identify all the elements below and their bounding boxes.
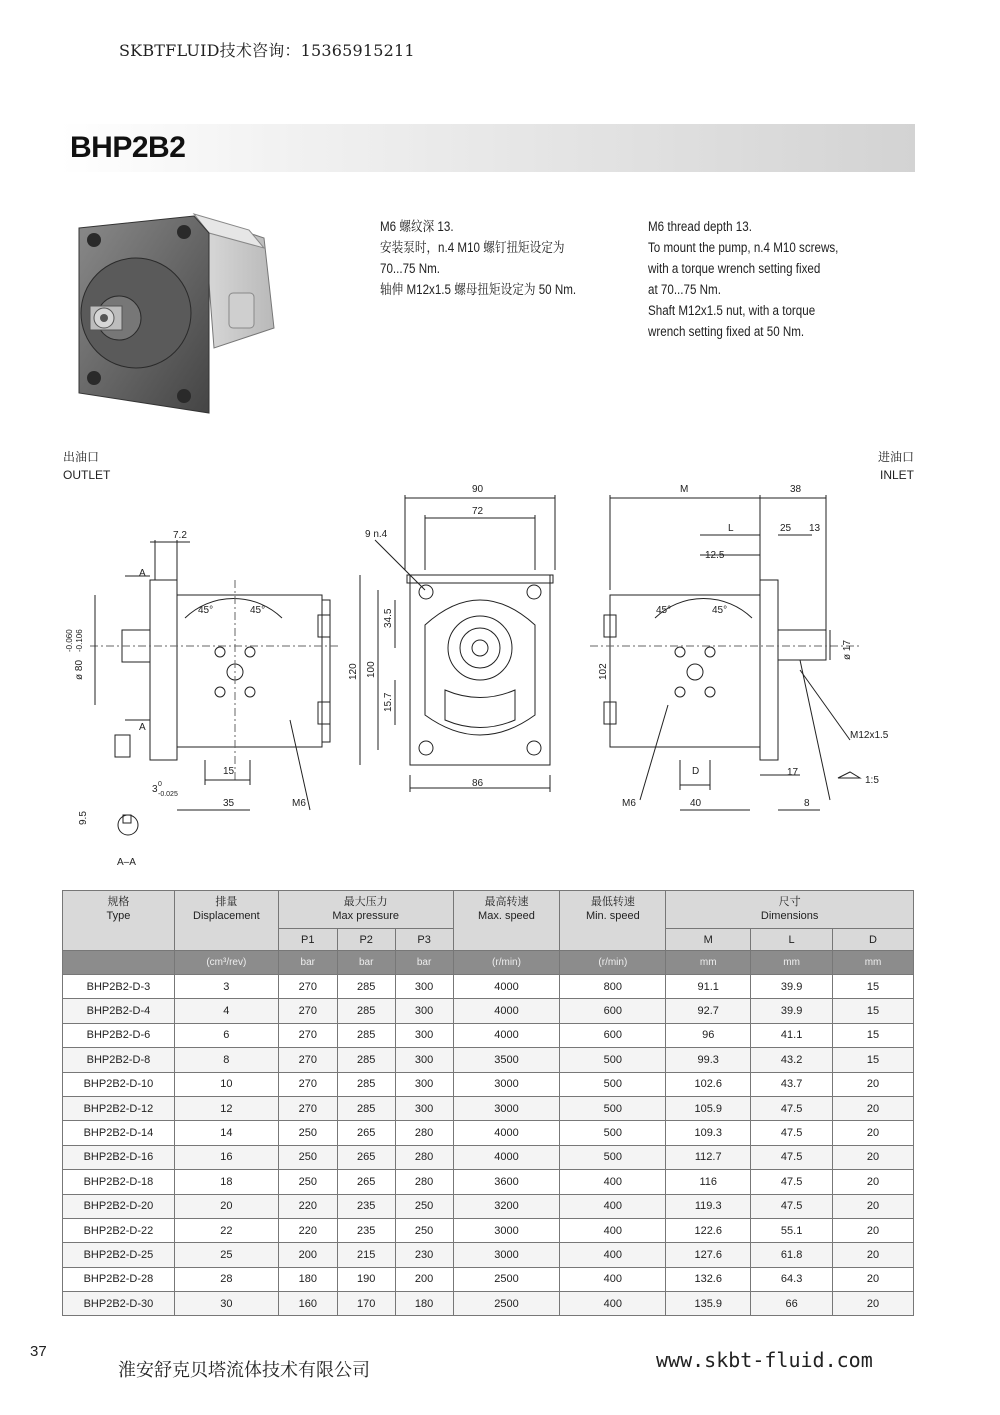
table-cell: BHP2B2-D-12 [63,1096,175,1120]
unit-cell: mm [666,951,751,975]
table-cell: 270 [278,1096,337,1120]
dim-25: 25 [780,523,792,534]
dim-d: D [692,766,700,777]
table-cell: 280 [395,1170,453,1194]
table-cell: 285 [337,1072,395,1096]
thread-m6: M6 [292,798,306,809]
table-cell: 3 [174,975,278,999]
table-row [63,1218,914,1242]
company-name: 淮安舒克贝塔流体技术有限公司 [118,1360,370,1381]
table-cell: 300 [395,999,453,1023]
inlet-cn: 进油口 [877,450,914,464]
col-p1: P1 [278,929,337,951]
table-cell: 200 [278,1243,337,1267]
table-cell: 235 [337,1194,395,1218]
col-max-pressure [278,891,453,929]
table-cell: 22 [174,1218,278,1242]
dim-90: 90 [472,484,484,495]
table-cell: 12 [174,1096,278,1120]
table-cell: 109.3 [666,1121,751,1145]
table-cell: 285 [337,1023,395,1047]
table-cell: 500 [560,1121,666,1145]
unit-cell: mm [833,951,914,975]
dim-17: 17 [787,767,799,778]
pump-photo [64,208,289,433]
table-cell: 127.6 [666,1243,751,1267]
table-cell: 270 [278,1048,337,1072]
table-cell: 500 [560,1072,666,1096]
col-d: D [833,929,914,951]
table-cell: 14 [174,1121,278,1145]
notes-chinese [380,216,576,300]
unit-cell: bar [337,951,395,975]
table-cell: 180 [395,1292,453,1316]
table-row [63,1267,914,1291]
table-cell: 285 [337,999,395,1023]
unit-cell: bar [395,951,453,975]
table-cell: 20 [833,1170,914,1194]
table-cell: 800 [560,975,666,999]
table-cell: 20 [833,1194,914,1218]
table-cell: 15 [833,1048,914,1072]
table-cell: 270 [278,975,337,999]
table-cell: 28 [174,1267,278,1291]
table-cell: 4000 [453,1145,560,1169]
note-line: 安装泵时，n.4 M10 螺钉扭矩设定为 [380,240,565,255]
table-cell: BHP2B2-D-25 [63,1243,175,1267]
table-cell: BHP2B2-D-6 [63,1023,175,1047]
table-cell: 47.5 [751,1121,833,1145]
table-cell: 4000 [453,1023,560,1047]
table-cell: BHP2B2-D-14 [63,1121,175,1145]
tol-dia80-b: -0.106 [75,629,84,652]
table-cell: 270 [278,1023,337,1047]
section-mark-a2: A [139,722,146,733]
table-row [63,1145,914,1169]
col-max-speed [453,891,560,951]
table-cell: 91.1 [666,975,751,999]
header-en: Dimensions [760,910,819,922]
table-cell: 400 [560,1218,666,1242]
table-row [63,1170,914,1194]
table-cell: 105.9 [666,1096,751,1120]
unit-cell [63,951,175,975]
table-cell: 20 [833,1218,914,1242]
dim-40: 40 [690,798,702,809]
table-cell: 400 [560,1170,666,1194]
thread-m6-right: M6 [622,798,636,809]
angle-label: 45° [198,605,214,616]
unit-cell: (r/min) [453,951,560,975]
table-cell: 160 [278,1292,337,1316]
header-en: Max. speed [478,910,535,922]
table-cell: 20 [833,1267,914,1291]
angle-label: 45° [712,605,728,616]
units-row [63,951,914,975]
table-cell: BHP2B2-D-16 [63,1145,175,1169]
table-cell: BHP2B2-D-3 [63,975,175,999]
title-bar [60,124,915,172]
dim-35: 35 [223,798,235,809]
table-cell: 300 [395,1096,453,1120]
table-cell: 500 [560,1048,666,1072]
table-cell: 265 [337,1170,395,1194]
table-cell: 10 [174,1072,278,1096]
table-cell: 99.3 [666,1048,751,1072]
table-cell: 3200 [453,1194,560,1218]
header-en: Max pressure [332,910,399,922]
table-cell: 220 [278,1194,337,1218]
header-cn: 排量 [215,896,238,908]
table-cell: 20 [833,1121,914,1145]
dim-8: 8 [804,798,810,809]
table-cell: 285 [337,1048,395,1072]
table-cell: 20 [833,1243,914,1267]
table-cell: 250 [278,1145,337,1169]
angle-label: 45° [250,605,266,616]
dim-9-5: 9.5 [78,811,89,825]
table-cell: 122.6 [666,1218,751,1242]
table-cell: 250 [278,1170,337,1194]
table-cell: 500 [560,1096,666,1120]
table-row [63,1292,914,1316]
table-cell: 3000 [453,1072,560,1096]
table-cell: BHP2B2-D-20 [63,1194,175,1218]
table-cell: 280 [395,1121,453,1145]
outlet-en: OUTLET [63,468,111,482]
table-cell: 41.1 [751,1023,833,1047]
table-cell: 600 [560,999,666,1023]
table-cell: 47.5 [751,1145,833,1169]
table-cell: 265 [337,1145,395,1169]
unit-cell: bar [278,951,337,975]
table-cell: 47.5 [751,1170,833,1194]
table-cell: BHP2B2-D-4 [63,999,175,1023]
table-cell: 3500 [453,1048,560,1072]
spec-table [62,890,914,1316]
table-cell: 39.9 [751,975,833,999]
table-row [63,999,914,1023]
consult-header: SKBTFLUID技术咨询：15365915211 [119,41,415,60]
dim-100: 100 [366,661,377,678]
dim-l: L [728,523,734,534]
table-cell: 250 [395,1194,453,1218]
dim-102: 102 [598,663,609,680]
table-row [63,1023,914,1047]
table-cell: 20 [833,1292,914,1316]
dim-7-2: 7.2 [173,530,187,541]
table-cell: 6 [174,1023,278,1047]
table-cell: BHP2B2-D-8 [63,1048,175,1072]
header-en: Min. speed [585,910,640,922]
unit-cell: (r/min) [560,951,666,975]
table-cell: 500 [560,1145,666,1169]
dim-86: 86 [472,778,484,789]
dim-3: 3 [152,784,158,795]
table-cell: 3000 [453,1218,560,1242]
table-cell: 66 [751,1292,833,1316]
header-en: Type [106,910,131,922]
table-cell: 180 [278,1267,337,1291]
table-cell: 3000 [453,1243,560,1267]
dim-34-5: 34.5 [383,608,394,628]
table-cell: 215 [337,1243,395,1267]
angle-label: 45° [656,605,672,616]
table-cell: 190 [337,1267,395,1291]
table-cell: 20 [833,1096,914,1120]
inlet-label [878,448,914,484]
header-cn: 最大压力 [343,896,388,908]
table-cell: 600 [560,1023,666,1047]
dim-dia17: ø 17 [842,639,853,660]
table-cell: 3000 [453,1096,560,1120]
table-row [63,1243,914,1267]
table-cell: 132.6 [666,1267,751,1291]
note-line: To mount the pump, n.4 M10 screws, [648,240,839,255]
table-cell: 18 [174,1170,278,1194]
outlet-label [63,448,110,484]
table-cell: 55.1 [751,1218,833,1242]
dim-15-7: 15.7 [383,692,394,712]
table-cell: 112.7 [666,1145,751,1169]
table-cell: 15 [833,999,914,1023]
page-number: 37 [30,1343,47,1360]
notes-english [648,216,838,342]
table-cell: 47.5 [751,1096,833,1120]
table-cell: 43.2 [751,1048,833,1072]
dim-38: 38 [790,484,802,495]
table-cell: 400 [560,1267,666,1291]
col-displacement [174,891,278,951]
table-row [63,1072,914,1096]
website-url: www.skbt-fluid.com [656,1348,873,1372]
table-cell: 300 [395,975,453,999]
table-cell: 30 [174,1292,278,1316]
thread-m12: M12x1.5 [850,730,889,741]
table-cell: 300 [395,1072,453,1096]
header-cn: 最高转速 [484,896,529,908]
holes-9n4: 9 n.4 [365,529,388,540]
note-line: M6 thread depth 13. [648,219,752,234]
section-mark-a: A [139,568,146,579]
table-cell: 43.7 [751,1072,833,1096]
col-min-speed [560,891,666,951]
note-line: Shaft M12x1.5 nut, with a torque [648,303,816,318]
table-cell: 135.9 [666,1292,751,1316]
header-en: Displacement [193,910,260,922]
table-cell: 220 [278,1218,337,1242]
tol-3-a: 0 [158,781,162,788]
table-cell: 15 [833,975,914,999]
table-cell: 200 [395,1267,453,1291]
table-cell: 265 [337,1121,395,1145]
table-cell: 170 [337,1292,395,1316]
note-line: 70...75 Nm. [380,261,441,276]
note-line: 轴伸 M12x1.5 螺母扭矩设定为 50 Nm. [380,282,577,297]
note-line: wrench setting fixed at 50 Nm. [648,324,805,339]
table-cell: 16 [174,1145,278,1169]
table-cell: 96 [666,1023,751,1047]
table-cell: BHP2B2-D-28 [63,1267,175,1291]
table-row [63,1096,914,1120]
note-line: M6 螺纹深 13. [380,219,454,234]
table-cell: 4000 [453,975,560,999]
dim-13: 13 [809,523,821,534]
table-cell: 3600 [453,1170,560,1194]
table-cell: 119.3 [666,1194,751,1218]
table-cell: BHP2B2-D-30 [63,1292,175,1316]
table-cell: 4000 [453,1121,560,1145]
header-cn: 尺寸 [778,896,801,908]
note-line: with a torque wrench setting fixed [648,261,821,276]
col-p3: P3 [395,929,453,951]
section-aa: A–A [117,857,136,868]
col-dimensions [666,891,914,929]
table-cell: 270 [278,1072,337,1096]
table-cell: 20 [833,1072,914,1096]
table-cell: 250 [278,1121,337,1145]
dim-120: 120 [348,663,359,680]
table-cell: 400 [560,1292,666,1316]
table-cell: 300 [395,1023,453,1047]
table-row [63,1121,914,1145]
table-cell: 25 [174,1243,278,1267]
table-cell: 285 [337,1096,395,1120]
outlet-cn: 出油口 [63,450,100,464]
dim-m: M [680,484,689,495]
table-cell: 300 [395,1048,453,1072]
unit-cell: mm [751,951,833,975]
note-line: at 70...75 Nm. [648,282,721,297]
table-cell: 61.8 [751,1243,833,1267]
table-cell: 400 [560,1243,666,1267]
table-cell: 39.9 [751,999,833,1023]
dim-12-5: 12.5 [705,550,725,561]
dim-dia80: ø 80 [74,659,85,680]
table-cell: 8 [174,1048,278,1072]
col-l: L [751,929,833,951]
table-cell: 400 [560,1194,666,1218]
tol-3-b: -0.025 [158,791,178,798]
table-cell: 270 [278,999,337,1023]
table-cell: 20 [174,1194,278,1218]
table-cell: 230 [395,1243,453,1267]
col-type [63,891,175,951]
product-title: BHP2B2 [70,131,186,164]
table-cell: BHP2B2-D-10 [63,1072,175,1096]
table-cell: 285 [337,975,395,999]
taper-ratio: 1:5 [865,775,879,786]
table-row [63,1048,914,1072]
unit-cell: (cm³/rev) [174,951,278,975]
table-cell: BHP2B2-D-18 [63,1170,175,1194]
table-row [63,1194,914,1218]
table-cell: 2500 [453,1267,560,1291]
dim-72: 72 [472,506,484,517]
header-cn: 最低转速 [590,896,635,908]
table-cell: 280 [395,1145,453,1169]
table-cell: 20 [833,1145,914,1169]
technical-drawing [60,480,930,880]
col-m: M [666,929,751,951]
table-cell: BHP2B2-D-22 [63,1218,175,1242]
table-cell: 15 [833,1023,914,1047]
tol-dia80-a: -0.060 [65,629,74,652]
header-row [63,891,914,929]
table-cell: 4 [174,999,278,1023]
table-cell: 102.6 [666,1072,751,1096]
table-cell: 64.3 [751,1267,833,1291]
col-p2: P2 [337,929,395,951]
table-cell: 116 [666,1170,751,1194]
table-row [63,975,914,999]
table-cell: 235 [337,1218,395,1242]
table-cell: 250 [395,1218,453,1242]
table-cell: 2500 [453,1292,560,1316]
table-cell: 92.7 [666,999,751,1023]
table-cell: 47.5 [751,1194,833,1218]
dim-15: 15 [223,766,235,777]
table-cell: 4000 [453,999,560,1023]
inlet-en: INLET [879,468,914,482]
header-cn: 规格 [107,896,130,908]
